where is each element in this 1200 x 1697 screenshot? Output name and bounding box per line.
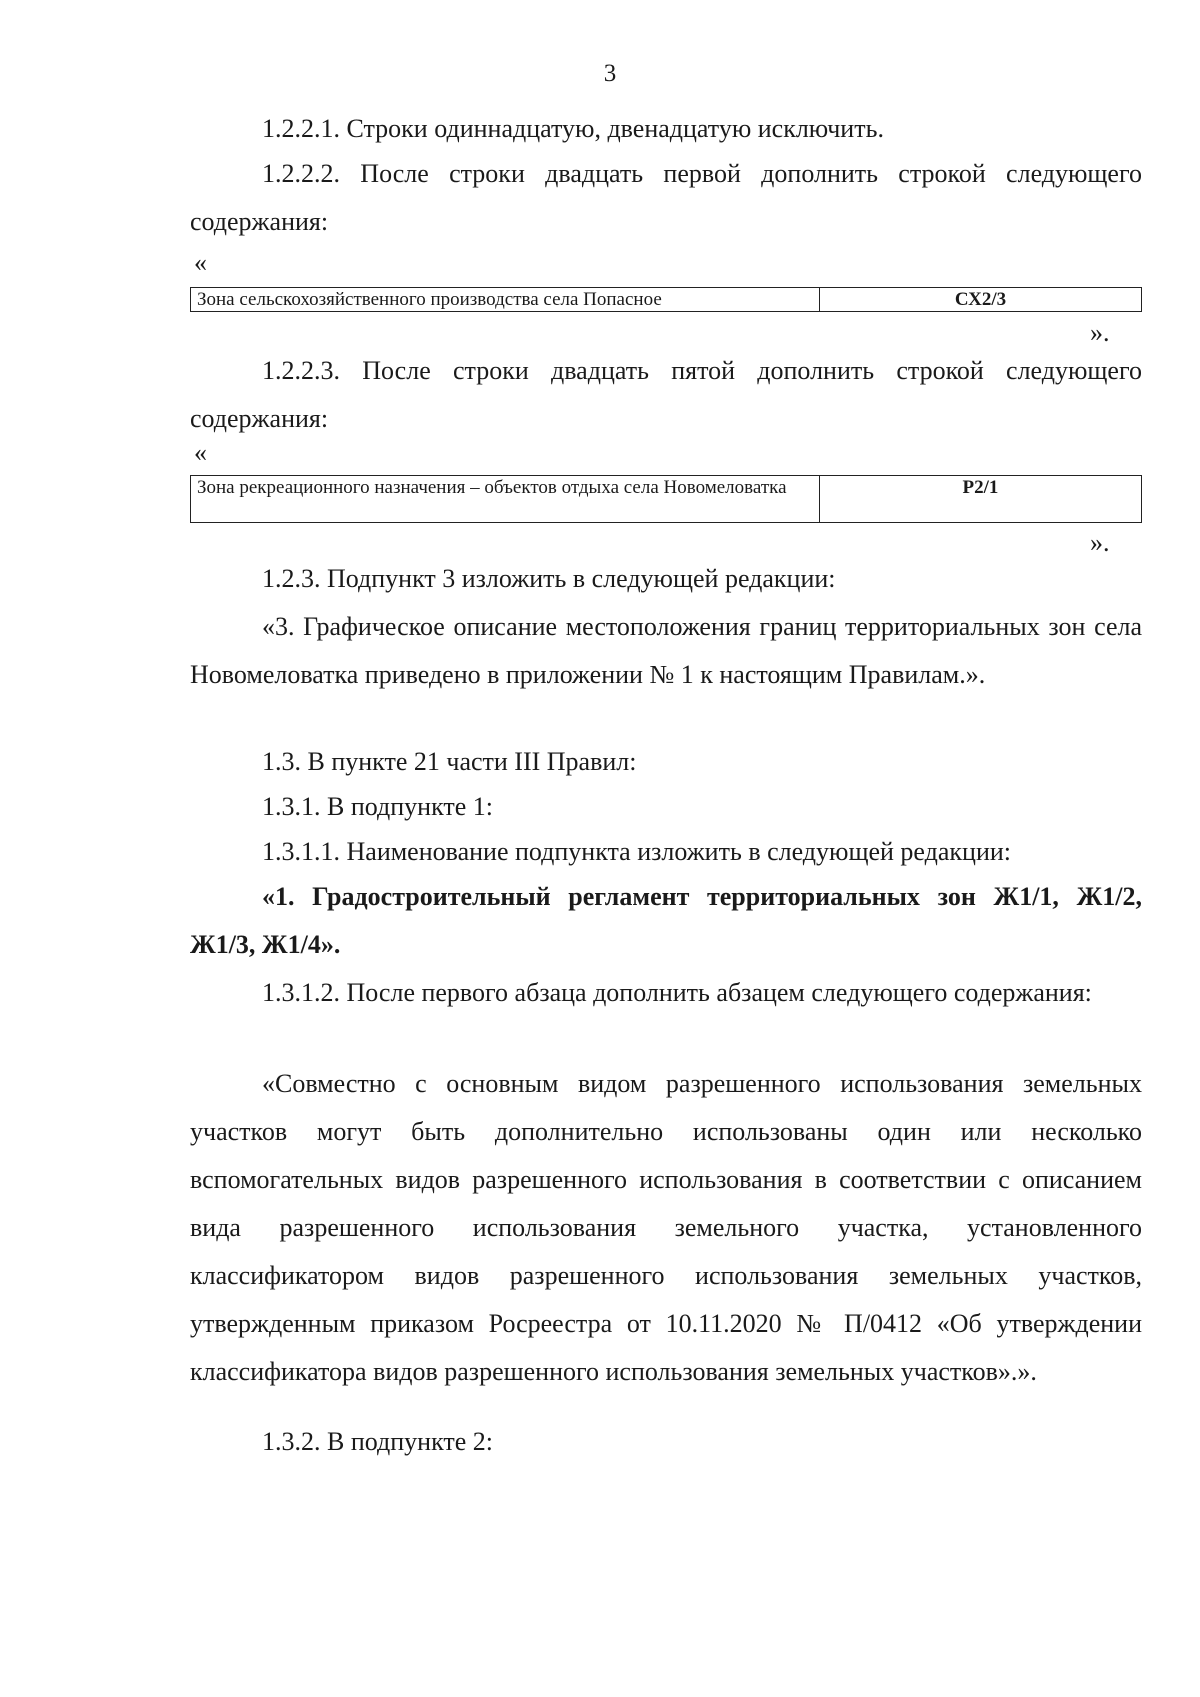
paragraph-quote-insert: «Совместно с основным видом разрешенного использования земельных участков могут быть дополнительно использованы один или несколько вспомогательных видов разрешенного использования в соответствии с описанием вида разрешенного использования земельного участка, установленного классификатором видов разрешенного использования земельных участков, утвержденным приказом Росреестра от 10.11.2020 № П/0412 «Об утверждении классификатора видов разрешенного использования земельных участков».».	[190, 1069, 1142, 1386]
opening-quote-2: «	[194, 438, 207, 467]
paragraph-1-3-2: 1.3.2. В подпункте 2:	[262, 1427, 493, 1456]
paragraph-quote-3: «3. Графическое описание местоположения границ территориальных зон села Новомеловатка приведено в приложении № 1 к настоящим Правилам.».	[190, 612, 1142, 689]
closing-quote-1: ».	[1090, 318, 1110, 347]
paragraph-1-2-3: 1.2.3. Подпункт 3 изложить в следующей редакции:	[262, 564, 836, 593]
paragraph-1-2-2-3: 1.2.2.3. После строки двадцать пятой дополнить строкой следующего содержания:	[190, 356, 1142, 433]
paragraph-bold-heading: «1. Градостроительный регламент территориальных зон Ж1/1, Ж1/2, Ж1/3, Ж1/4».	[190, 882, 1142, 959]
paragraph-1-3-1: 1.3.1. В подпункте 1:	[262, 792, 493, 821]
paragraph-1-2-2-2: 1.2.2.2. После строки двадцать первой дополнить строкой следующего содержания:	[190, 159, 1142, 236]
paragraph-1-3-1-2: 1.3.1.2. После первого абзаца дополнить абзацем следующего содержания:	[262, 978, 1092, 1007]
table-row	[191, 476, 1142, 523]
zone-code-cell: СХ2/3	[820, 288, 1142, 312]
zone-name-cell: Зона рекреационного назначения – объектов отдыха села Новомеловатка	[191, 476, 820, 523]
closing-quote-2: ».	[1090, 528, 1110, 557]
page-number: 3	[603, 60, 617, 87]
zone-code-cell: Р2/1	[820, 476, 1142, 523]
paragraph-1-3-1-1: 1.3.1.1. Наименование подпункта изложить в следующей редакции:	[262, 837, 1011, 866]
paragraph-1-3: 1.3. В пункте 21 части III Правил:	[262, 747, 637, 776]
paragraph-1-2-2-1: 1.2.2.1. Строки одиннадцатую, двенадцатую исключить.	[262, 114, 884, 143]
zone-name-cell: Зона сельскохозяйственного производства села Попасное	[191, 288, 820, 312]
zone-table-1	[190, 287, 1142, 312]
table-row	[191, 288, 1142, 312]
zone-table-2	[190, 475, 1142, 523]
opening-quote-1: «	[194, 248, 207, 277]
